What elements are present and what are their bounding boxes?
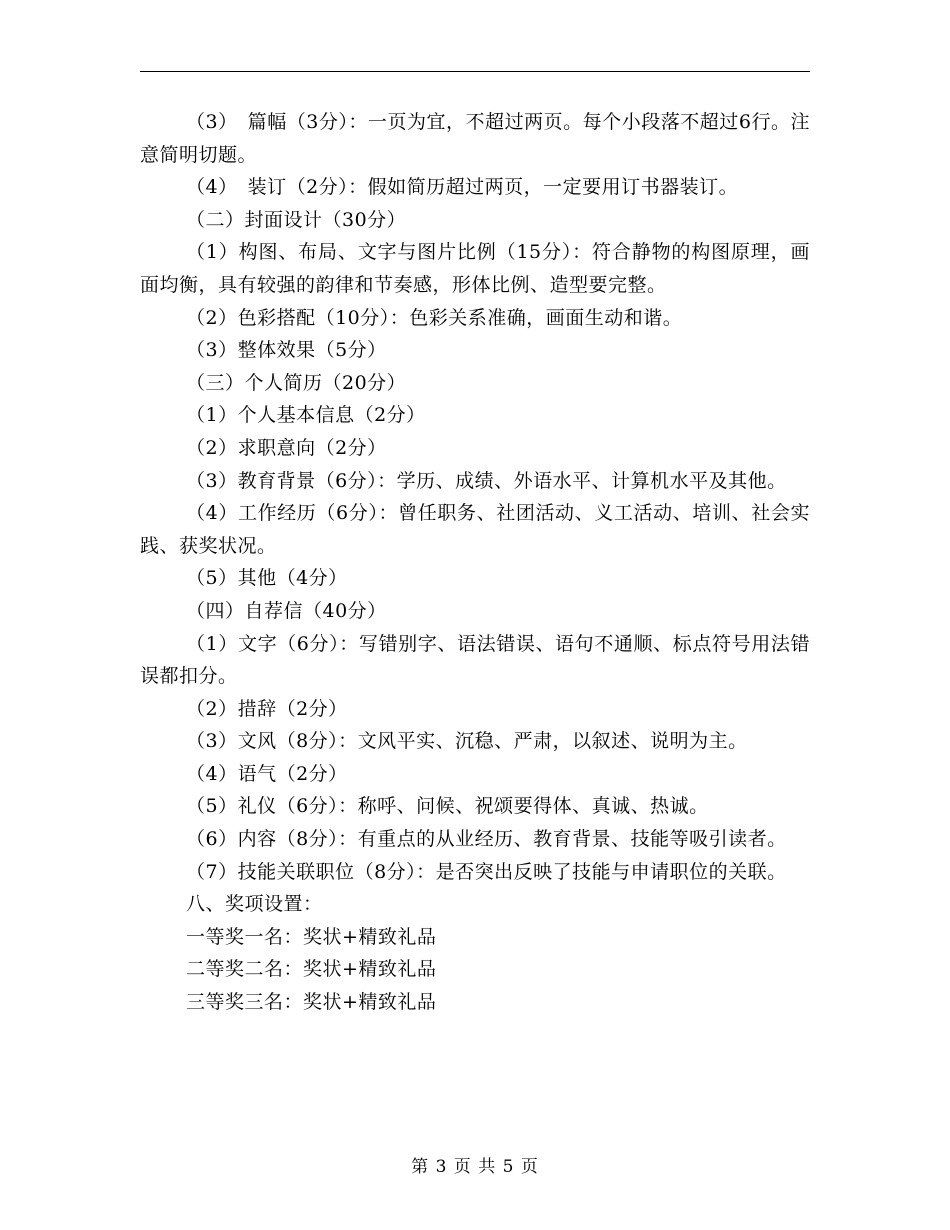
paragraph-education: （3）教育背景（6分）：学历、成绩、外语水平、计算机水平及其他。 <box>186 469 787 492</box>
section-heading-awards: 八、奖项设置： <box>186 893 323 916</box>
paragraph-length-rule: （3） 篇幅（3分）：一页为宜，不超过两页。每个小段落不超过6行。注意简明切题。 <box>140 111 810 166</box>
section-heading-resume: （三）个人简历（20分） <box>186 371 407 394</box>
paragraph-skills-relevance: （7）技能关联职位（8分）：是否突出反映了技能与申请职位的关联。 <box>186 860 787 883</box>
paragraph-etiquette: （5）礼仪（6分）：称呼、问候、祝颂要得体、真诚、热诚。 <box>186 795 709 818</box>
paragraph-wording: （2）措辞（2分） <box>186 697 348 720</box>
paragraph-writing: （1）文字（6分）：写错别字、语法错误、语句不通顺、标点符号用法错误都扣分。 <box>140 632 810 688</box>
document-body <box>140 106 810 1019</box>
paragraph-tone: （4）语气（2分） <box>186 762 348 785</box>
header-rule <box>140 71 810 72</box>
award-second-prize: 二等奖二名：奖状+精致礼品 <box>186 958 437 981</box>
paragraph-job-intention: （2）求职意向（2分） <box>186 436 387 459</box>
paragraph-overall-effect: （3）整体效果（5分） <box>186 339 387 362</box>
award-third-prize: 三等奖三名：奖状+精致礼品 <box>186 991 437 1014</box>
paragraph-composition: （1）构图、布局、文字与图片比例（15分）：符合静物的构图原理，画面均衡，具有较强的韵律和节奏感，形体比例、造型要完整。 <box>140 241 810 296</box>
page-number: 第 3 页 共 5 页 <box>411 1157 539 1177</box>
paragraph-color-matching: （2）色彩搭配（10分）：色彩关系准确，画面生动和谐。 <box>186 306 683 329</box>
paragraph-content: （6）内容（8分）：有重点的从业经历、教育背景、技能等吸引读者。 <box>186 828 787 851</box>
paragraph-work-experience: （4）工作经历（6分）：曾任职务、社团活动、义工活动、培训、社会实践、获奖状况。 <box>140 502 810 557</box>
paragraph-other: （5）其他（4分） <box>186 567 348 590</box>
paragraph-style: （3）文风（8分）：文风平实、沉稳、严肃，以叙述、说明为主。 <box>186 730 748 753</box>
paragraph-basic-info: （1）个人基本信息（2分） <box>186 404 426 427</box>
paragraph-binding-rule: （4） 装订（2分）：假如简历超过两页，一定要用订书器装订。 <box>186 176 739 199</box>
section-heading-cover-letter: （四）自荐信（40分） <box>186 599 387 622</box>
award-first-prize: 一等奖一名：奖状+精致礼品 <box>186 925 437 948</box>
section-heading-cover-design: （二）封面设计（30分） <box>186 208 407 231</box>
